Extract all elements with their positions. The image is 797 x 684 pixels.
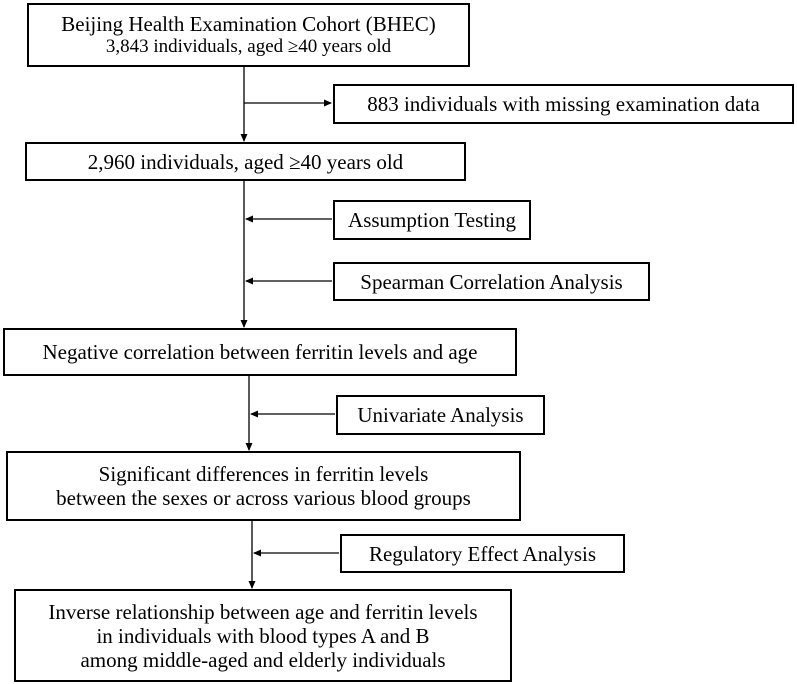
negative-correlation-box <box>3 328 517 376</box>
cohort-title: Beijing Health Examination Cohort (BHEC) <box>61 12 436 36</box>
univariate-text: Univariate Analysis <box>357 403 524 427</box>
univariate-box <box>336 395 545 435</box>
included-box <box>25 142 466 181</box>
assumption-testing-text: Assumption Testing <box>348 208 516 232</box>
included-text: 2,960 individuals, aged ≥40 years old <box>87 149 404 174</box>
assumption-testing-box <box>333 200 531 240</box>
regulatory-text: Regulatory Effect Analysis <box>368 541 597 566</box>
spearman-text: Spearman Correlation Analysis <box>360 269 623 294</box>
cohort-subtitle: 3,843 individuals, aged ≥40 years old <box>105 36 392 57</box>
cohort-box <box>27 3 470 67</box>
regulatory-box <box>340 534 625 573</box>
inverse-relationship-box <box>14 589 512 682</box>
inverse-line-2: in individuals with blood types A and B <box>96 623 430 648</box>
inverse-line-1: Inverse relationship between age and ferritin levels <box>48 599 478 624</box>
differences-line-1: Significant differences in ferritin levels <box>98 462 429 486</box>
exclusion-box <box>333 84 794 124</box>
inverse-line-3: among middle-aged and elderly individuals <box>80 647 446 672</box>
spearman-box <box>333 262 650 301</box>
differences-box <box>6 451 521 521</box>
exclusion-text: 883 individuals with missing examination data <box>367 92 760 116</box>
negative-correlation-text: Negative correlation between ferritin levels and age <box>42 340 478 364</box>
differences-line-2: between the sexes or across various blood groups <box>56 486 471 510</box>
